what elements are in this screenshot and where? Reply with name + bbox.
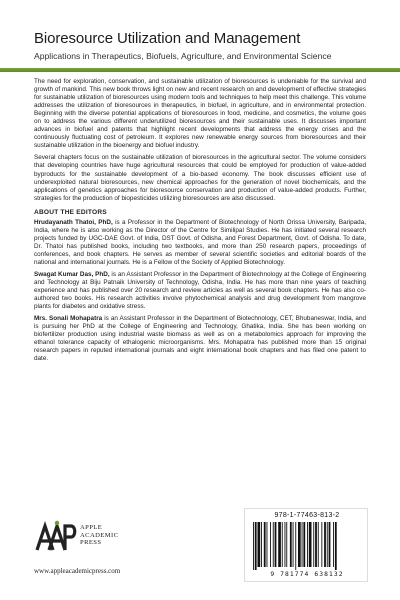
publisher-name-line: PRESS <box>80 539 102 547</box>
publisher-logo <box>34 520 164 560</box>
barcode-digits: 9 781774 638132 <box>270 571 344 578</box>
book-subtitle: Applications in Therapeutics, Biofuels, Agriculture, and Environmental Science <box>34 51 332 61</box>
editor-bio-text: is a Professor in the Department of Biotechnology of North Orissa University, Baripada, India, where he is also working as the Director of the Centre for Similipal Studies. He has initiated several research projects funded by UGC-DAE Govt. of India, DST Govt. of Odisha, and Forest Department, Govt. of Odisha. To date, Dr. Thatoi has published books, including two textbooks, and more than 250 research papers, proceedings of conferences, and book chapters. He serves as member of several scientific societies and editorial boards of the national and international journals. He is a Fellow of the Society of Applied Biotechnology. <box>34 218 366 266</box>
publisher-name-line: ACADEMIC <box>80 531 119 539</box>
cover-body <box>34 78 366 368</box>
header-band <box>0 0 400 74</box>
description-paragraph-1: The need for exploration, conservation, and sustainable utilization of bioresources is undeniable for the survival and growth of mankind. This new book throws light on new and recent research on and development of effective strategies for sustainable utilization of bioresources using modern tools and techniques to help meet this challenge. This volume addresses the utilization of bioresources in therapeutics, in biofuel, in agriculture, and in environmental protection. Beginning with the diverse potential applications of bioresources in food, medicine, and cosmetics, the volume goes on to address the various different underutilized bioresources and their sustainable uses. It discusses important advances in biofuel and patents that highlight recent developments that address the energy crises and the continuously fluctuating cost of petroleum. It explores new renewable energy sources from bioresources and their sustainable utilization in the bioenergy and biofuel industry. <box>34 78 366 150</box>
header-rule <box>0 68 400 72</box>
editor-name: Swagat Kumar Das, PhD, <box>34 270 110 278</box>
editor-bio-text: is an Assistant Professor in the Department of Biotechnology at the College of Engineering and Technology at Biju Patnaik University of Technology, Odisha, India. He has more than nine years of teaching experience and has published over 20 research and review articles as well as several book chapters. He has also co-authored two books. His research activities involve phytochemical analysis and drug development from mangrove plants for diabetes and oxidative stress. <box>34 270 366 311</box>
book-title: Bioresource Utilization and Management <box>34 30 301 47</box>
editor-bio <box>34 271 366 311</box>
barcode-icon <box>251 522 363 570</box>
description-paragraph-2: Several chapters focus on the sustainable utilization of bioresources in the agricultural sector. The volume considers that developing countries have huge agricultural resources that could be employed for production of value-added byproducts for the sustainable development of a bio-based economy. The book discusses efficient use of underexploited natural bioresources, new chemical approaches for the generation of novel biochemicals, and the applications of genetics approaches for bioresource conservation and production of value-added products. Further, strategies for the production of biopesticides utilizing bioresources are also discussed. <box>34 154 366 202</box>
editor-bio <box>34 315 366 363</box>
publisher-name-line: APPLE <box>80 524 103 531</box>
publisher-name <box>80 524 118 547</box>
editor-name: Hrudayanath Thatoi, PhD, <box>34 218 113 226</box>
publisher-website: www.appleacademicpress.com <box>34 567 121 575</box>
editor-bio-text: is an Assistant Professor in the Department of Biotechnology, CET, Bhubaneswar, India, and is pursuing her PhD at the College of Engineering and Technology, Ghatika, India. She has been working on biofertilizer production using industrial waste biomass as well as on a metabolomics approach for improving the ethanol tolerance capacity of ethalogenic microorganisms. Mrs. Mohapatra has published more than 15 original research papers in reputed international journals and eight international book chapters and has filed one patent to date. <box>34 315 366 363</box>
editor-name: Mrs. Sonali Mohapatra <box>34 315 103 323</box>
editors-heading: ABOUT THE EDITORS <box>34 208 107 216</box>
editor-bio <box>34 219 366 267</box>
isbn-barcode <box>244 508 368 582</box>
aap-logo-icon <box>34 520 78 554</box>
isbn-number: 978-1-77463-813-2 <box>274 512 340 519</box>
